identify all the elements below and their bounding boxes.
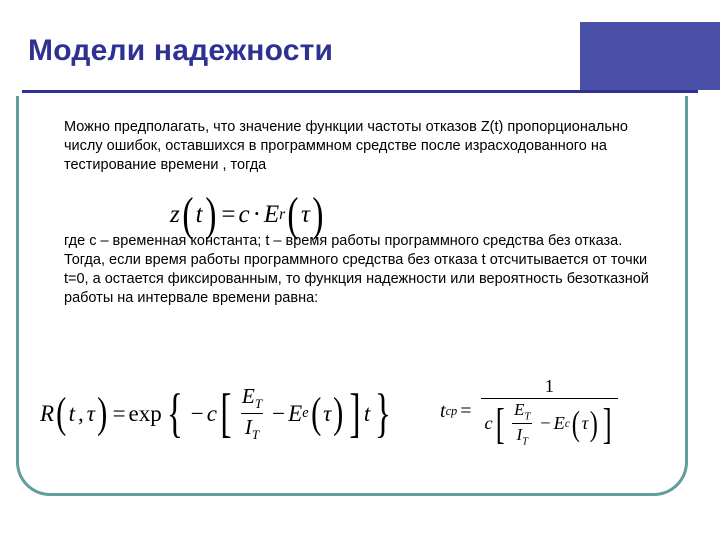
title-accent-block — [580, 22, 720, 90]
paragraph-explanation: где c – временная константа; t – время работы программного средства без отказа. Тогда, если время работы программного средства без отказа t отсчитывается от точки t=0, а остается фиксированным, то функция надежности или вероятность безотказной работы на интервале времени равна: — [64, 233, 649, 306]
title-divider — [22, 90, 698, 93]
paragraph-intro: Можно предполагать, что значение функции частоты отказов Z(t) пропорционально числу ошибок, оставшихся в программном средстве после израсходованного на тестирование времени , тогда — [64, 119, 628, 173]
formula-reliability-function: R ( t , τ ) = exp { − c [ $\frac{E_T}{I_T}$ − E e ( τ ) ] t } — [40, 383, 392, 444]
formula-frequency-function: z ( t ) = c · E r ( τ ) — [170, 189, 324, 241]
page-title: Модели надежности — [28, 34, 334, 67]
formula-mean-time: t ср = 1 c [ $\frac{E_T}{I_T}$ − E c ( τ ) ] — [440, 376, 621, 448]
formula-row — [40, 370, 680, 480]
